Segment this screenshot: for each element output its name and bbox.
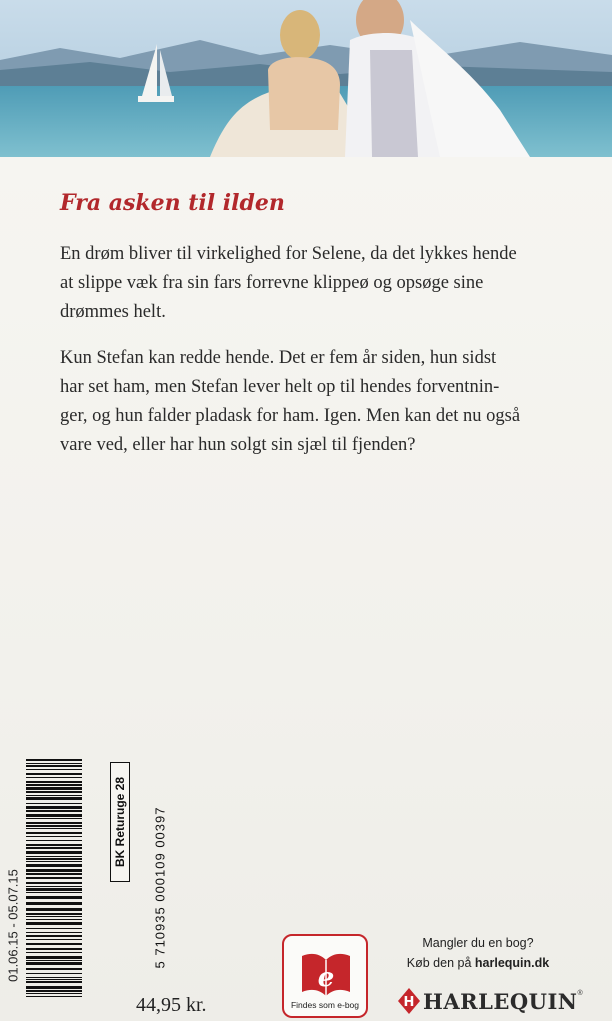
date-code: 01.06.15 - 05.07.15 <box>5 869 21 982</box>
blurb-paragraph-1 <box>60 240 562 328</box>
blurb-line: har set ham, men Stefan lever helt op til hendes forventnin- <box>60 376 500 397</box>
barcode-bar <box>26 836 82 837</box>
barcode-bar <box>26 919 82 920</box>
blurb-line: vare ved, eller har hun solgt sin sjæl til fjenden? <box>60 435 416 456</box>
price: 44,95 kr. <box>136 994 207 1016</box>
harlequin-logo <box>398 986 583 1016</box>
returuge-label: BK Returuge 28 <box>110 762 130 882</box>
blurb-line: ger, og hun falder pladask for ham. Igen. Men kan det nu også <box>60 406 521 427</box>
harlequin-diamond-icon <box>398 988 420 1014</box>
barcode-bar <box>26 806 82 809</box>
blurb-line: drømmes helt. <box>60 302 166 323</box>
barcode-bar <box>26 858 82 860</box>
barcode-bar <box>26 948 82 950</box>
barcode-bar <box>26 856 82 857</box>
wedding-couple-photo-icon <box>0 0 612 157</box>
barcode-bar <box>26 810 82 812</box>
blurb-headline: Fra asken til ilden <box>60 190 285 216</box>
barcode-bar <box>26 825 82 827</box>
logo-text: HARLEQUIN <box>423 988 578 1014</box>
barcode-bar <box>26 803 82 804</box>
barcode-bar <box>26 977 82 978</box>
barcode-bar <box>26 956 82 959</box>
barcode-bar <box>26 840 82 841</box>
blurb-line: Kun Stefan kan redde hende. Det er fem år siden, hun sidst <box>60 347 497 368</box>
ebook-badge[interactable] <box>282 934 368 1018</box>
barcode-bar <box>26 888 82 891</box>
blurb-paragraph-2 <box>60 344 562 461</box>
barcode-bar <box>26 902 82 905</box>
barcode-bar <box>26 922 82 925</box>
barcode-bar <box>26 981 82 983</box>
barcode-bar <box>26 869 82 872</box>
ebook-label: Findes som e-bog <box>290 1000 360 1010</box>
barcode-bar <box>26 784 82 786</box>
cover-photo <box>0 0 612 157</box>
logo-registered-mark: ® <box>577 990 583 997</box>
cta-buy-prefix: Køb den på <box>406 956 475 970</box>
barcode-bar <box>26 986 82 989</box>
barcode-bar <box>26 851 82 854</box>
ean-number: 5 710935 000109 00397 <box>152 806 168 969</box>
barcode-bar <box>26 795 82 796</box>
barcode-bar <box>26 877 82 879</box>
svg-text:e: e <box>317 963 335 993</box>
barcode-bar <box>26 828 82 829</box>
barcode-bar <box>26 928 82 929</box>
barcode-bar <box>26 892 82 893</box>
barcode-bar <box>26 993 82 994</box>
cta-question: Mangler du en bog? <box>422 936 534 950</box>
barcode-bar <box>26 952 82 953</box>
barcode-bar <box>26 973 82 974</box>
barcode-bar <box>26 943 82 945</box>
barcode-bar <box>26 832 82 834</box>
barcode-bar <box>26 913 82 915</box>
barcode-bar <box>26 968 82 970</box>
barcode-bar <box>26 864 82 867</box>
barcode-bar <box>26 765 82 767</box>
barcode-bar <box>26 847 82 849</box>
barcode-bar <box>26 818 82 819</box>
blurb-line: En drøm bliver til virkelighed for Selene, da det lykkes hende <box>60 244 517 264</box>
harlequin-link[interactable]: harlequin.dk <box>474 956 550 970</box>
barcode-bar <box>26 932 82 933</box>
barcode-bar <box>26 896 82 899</box>
blurb-text <box>60 240 562 476</box>
barcode-bar <box>26 797 82 800</box>
barcode-bar <box>26 886 82 887</box>
barcode-bar <box>26 791 82 793</box>
barcode-bar <box>26 939 82 940</box>
ebook-e-icon <box>298 942 354 998</box>
barcode-bar <box>26 873 82 875</box>
barcode-bar <box>26 763 82 764</box>
barcode-bar <box>26 908 82 911</box>
barcode-bar <box>26 759 82 761</box>
barcode-bar <box>26 773 82 775</box>
barcode-bar <box>26 814 82 817</box>
barcode-bar <box>26 769 82 770</box>
barcode-bar <box>26 844 82 846</box>
barcode-bar <box>26 935 82 937</box>
cta-buy-line <box>368 956 588 970</box>
barcode-bar <box>26 777 82 778</box>
barcode-bar <box>26 990 82 992</box>
barcode-bar <box>26 822 82 824</box>
barcode-bar <box>26 787 82 790</box>
barcode-bar <box>26 979 82 980</box>
barcode-bar <box>26 960 82 961</box>
barcode-bar <box>26 882 82 884</box>
barcode-bar <box>26 962 82 965</box>
barcode-bar <box>26 861 82 862</box>
barcode-bar <box>26 916 82 917</box>
blurb-line: at slippe væk fra sin fars forrevne klippeø og opsøge sine <box>60 273 484 294</box>
barcode-bar <box>26 996 82 997</box>
barcode-bar <box>26 781 82 783</box>
logo-mark-letter: H <box>403 995 415 1010</box>
